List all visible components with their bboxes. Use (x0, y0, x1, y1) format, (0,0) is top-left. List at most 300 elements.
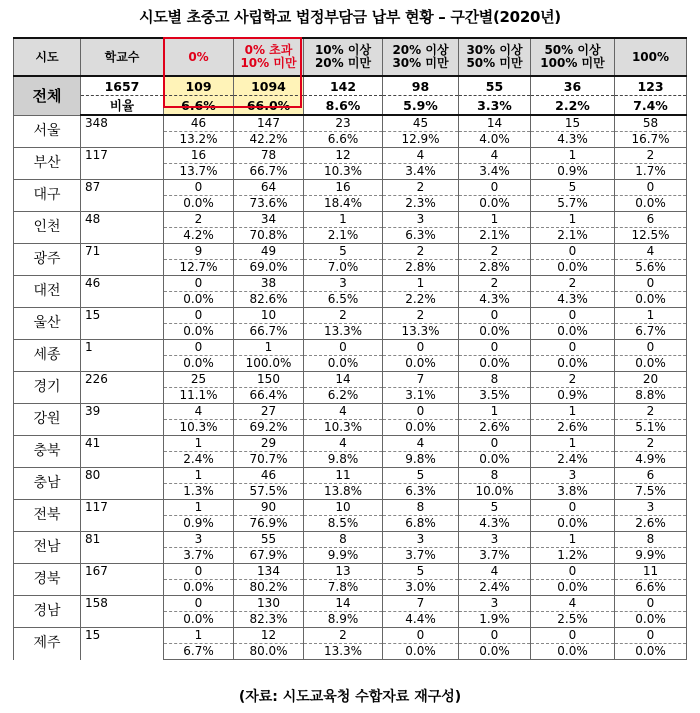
pct-cell: 0.0% (459, 644, 531, 660)
count-cell: 134 (234, 564, 304, 580)
pct-cell: 8.9% (304, 612, 383, 628)
pct-cell: 2.6% (459, 420, 531, 436)
count-cell: 1 (164, 468, 234, 484)
table-row (14, 308, 687, 324)
table-row (14, 180, 687, 196)
pct-cell: 11.1% (164, 388, 234, 404)
count-cell: 1 (615, 308, 687, 324)
header-0-10-line1: 0% 초과 (244, 43, 293, 57)
count-cell: 49 (234, 244, 304, 260)
pct-cell: 3.0% (383, 580, 459, 596)
table-row (14, 436, 687, 452)
pct-cell: 66.7% (234, 324, 304, 340)
count-cell: 2 (383, 244, 459, 260)
pct-cell: 2.8% (383, 260, 459, 276)
school-count: 1 (81, 340, 164, 372)
count-cell: 29 (234, 436, 304, 452)
region-name: 세종 (14, 340, 81, 372)
header-region: 시도 (14, 38, 81, 76)
page-title: 시도별 초중고 사립학교 법정부담금 납부 현황 – 구간별(2020년) (139, 8, 561, 26)
pct-cell: 0.0% (164, 324, 234, 340)
count-cell: 11 (615, 564, 687, 580)
region-name: 광주 (14, 244, 81, 276)
pct-cell: 12.5% (615, 228, 687, 244)
pct-cell: 0.9% (531, 164, 615, 180)
pct-cell: 3.1% (383, 388, 459, 404)
pct-cell: 6.2% (304, 388, 383, 404)
count-cell: 1 (234, 340, 304, 356)
count-cell: 10 (304, 500, 383, 516)
region-name: 대구 (14, 180, 81, 212)
count-cell: 8 (459, 468, 531, 484)
pct-cell: 0.0% (164, 356, 234, 372)
region-name: 충남 (14, 468, 81, 500)
table-row (14, 212, 687, 228)
count-cell: 0 (383, 628, 459, 644)
count-cell: 34 (234, 212, 304, 228)
count-cell: 3 (383, 212, 459, 228)
header-schools: 학교수 (81, 38, 164, 76)
pct-cell: 6.3% (383, 228, 459, 244)
count-cell: 3 (459, 532, 531, 548)
table-row (14, 276, 687, 292)
count-cell: 0 (615, 628, 687, 644)
count-cell: 7 (383, 372, 459, 388)
count-cell: 2 (383, 180, 459, 196)
count-cell: 4 (615, 244, 687, 260)
h2030a: 20% 이상 (392, 43, 449, 57)
count-cell: 27 (234, 404, 304, 420)
pct-cell: 0.0% (459, 356, 531, 372)
pct-cell: 4.3% (531, 132, 615, 148)
count-cell: 2 (615, 148, 687, 164)
count-cell: 64 (234, 180, 304, 196)
count-cell: 0 (164, 340, 234, 356)
count-cell: 4 (164, 404, 234, 420)
pct-cell: 13.2% (164, 132, 234, 148)
pct-cell: 2.8% (459, 260, 531, 276)
pct-cell: 0.0% (383, 644, 459, 660)
school-count: 87 (81, 180, 164, 212)
school-count: 81 (81, 532, 164, 564)
pct-cell: 0.0% (304, 356, 383, 372)
count-cell: 12 (234, 628, 304, 644)
count-cell: 2 (531, 372, 615, 388)
count-cell: 0 (615, 276, 687, 292)
h3050b: 50% 미만 (466, 56, 523, 70)
count-cell: 0 (531, 628, 615, 644)
count-cell: 2 (304, 308, 383, 324)
total-pct: 8.6% (304, 96, 383, 116)
school-count: 80 (81, 468, 164, 500)
count-cell: 0 (459, 436, 531, 452)
count-cell: 2 (459, 276, 531, 292)
header-10-20 (304, 38, 383, 76)
pct-cell: 1.2% (531, 548, 615, 564)
count-cell: 0 (531, 244, 615, 260)
total-pct: 2.2% (531, 96, 615, 116)
pct-cell: 3.7% (459, 548, 531, 564)
header-30-50 (459, 38, 531, 76)
count-cell: 1 (531, 212, 615, 228)
count-cell: 20 (615, 372, 687, 388)
pct-cell: 0.0% (459, 324, 531, 340)
pct-cell: 3.4% (459, 164, 531, 180)
count-cell: 4 (304, 404, 383, 420)
school-count: 348 (81, 115, 164, 148)
pct-cell: 13.8% (304, 484, 383, 500)
header-20-30 (383, 38, 459, 76)
count-cell: 2 (164, 212, 234, 228)
count-cell: 11 (304, 468, 383, 484)
pct-cell: 42.2% (234, 132, 304, 148)
pct-cell: 3.7% (164, 548, 234, 564)
pct-cell: 13.3% (304, 644, 383, 660)
total-pct-row (14, 96, 687, 116)
pct-cell: 0.0% (531, 260, 615, 276)
header-50-100 (531, 38, 615, 76)
pct-cell: 2.1% (459, 228, 531, 244)
pct-cell: 0.0% (164, 580, 234, 596)
count-cell: 8 (304, 532, 383, 548)
total-schools: 1657 (81, 76, 164, 96)
count-cell: 1 (459, 212, 531, 228)
pct-cell: 6.7% (615, 324, 687, 340)
pct-cell: 70.8% (234, 228, 304, 244)
pct-cell: 12.9% (383, 132, 459, 148)
count-cell: 3 (304, 276, 383, 292)
count-cell: 6 (615, 212, 687, 228)
region-name: 울산 (14, 308, 81, 340)
count-cell: 2 (531, 276, 615, 292)
pct-cell: 0.0% (615, 644, 687, 660)
school-count: 167 (81, 564, 164, 596)
pct-cell: 2.3% (383, 196, 459, 212)
pct-cell: 82.6% (234, 292, 304, 308)
count-cell: 38 (234, 276, 304, 292)
pct-cell: 2.1% (531, 228, 615, 244)
pct-cell: 76.9% (234, 516, 304, 532)
header-0-10-line2: 10% 미만 (240, 56, 297, 70)
school-count: 226 (81, 372, 164, 404)
count-cell: 12 (304, 148, 383, 164)
school-count: 15 (81, 628, 164, 660)
pct-cell: 2.6% (531, 420, 615, 436)
count-cell: 1 (304, 212, 383, 228)
pct-cell: 7.0% (304, 260, 383, 276)
count-cell: 3 (531, 468, 615, 484)
count-cell: 23 (304, 115, 383, 132)
count-cell: 1 (383, 276, 459, 292)
region-name: 경남 (14, 596, 81, 628)
count-cell: 55 (234, 532, 304, 548)
pct-cell: 1.7% (615, 164, 687, 180)
pct-cell: 7.8% (304, 580, 383, 596)
total-rate-label: 비율 (81, 96, 164, 116)
pct-cell: 0.0% (164, 612, 234, 628)
count-cell: 8 (383, 500, 459, 516)
pct-cell: 10.0% (459, 484, 531, 500)
count-cell: 5 (459, 500, 531, 516)
count-cell: 0 (459, 308, 531, 324)
pct-cell: 2.4% (459, 580, 531, 596)
count-cell: 0 (531, 340, 615, 356)
count-cell: 90 (234, 500, 304, 516)
total-pct: 6.6% (164, 96, 234, 116)
count-cell: 0 (531, 308, 615, 324)
count-cell: 2 (304, 628, 383, 644)
pct-cell: 8.8% (615, 388, 687, 404)
pct-cell: 9.8% (304, 452, 383, 468)
pct-cell: 18.4% (304, 196, 383, 212)
table-row (14, 468, 687, 484)
total-count: 142 (304, 76, 383, 96)
pct-cell: 0.0% (383, 356, 459, 372)
pct-cell: 2.1% (304, 228, 383, 244)
count-cell: 10 (234, 308, 304, 324)
region-name: 전남 (14, 532, 81, 564)
count-cell: 0 (304, 340, 383, 356)
pct-cell: 2.2% (383, 292, 459, 308)
h3050a: 30% 이상 (466, 43, 523, 57)
pct-cell: 66.7% (234, 164, 304, 180)
pct-cell: 0.0% (164, 292, 234, 308)
count-cell: 0 (459, 628, 531, 644)
total-pct: 66.0% (234, 96, 304, 116)
pct-cell: 0.9% (164, 516, 234, 532)
region-name: 전북 (14, 500, 81, 532)
count-cell: 4 (304, 436, 383, 452)
count-cell: 3 (383, 532, 459, 548)
count-cell: 9 (164, 244, 234, 260)
pct-cell: 0.0% (459, 452, 531, 468)
region-name: 강원 (14, 404, 81, 436)
pct-cell: 80.0% (234, 644, 304, 660)
total-pct: 7.4% (615, 96, 687, 116)
pct-cell: 9.9% (615, 548, 687, 564)
pct-cell: 13.3% (383, 324, 459, 340)
pct-cell: 0.0% (615, 196, 687, 212)
count-cell: 1 (164, 500, 234, 516)
school-count: 117 (81, 500, 164, 532)
pct-cell: 7.5% (615, 484, 687, 500)
pct-cell: 0.0% (615, 356, 687, 372)
count-cell: 8 (459, 372, 531, 388)
count-cell: 3 (164, 532, 234, 548)
count-cell: 0 (164, 308, 234, 324)
pct-cell: 4.3% (531, 292, 615, 308)
school-count: 71 (81, 244, 164, 276)
pct-cell: 3.8% (531, 484, 615, 500)
count-cell: 130 (234, 596, 304, 612)
pct-cell: 1.3% (164, 484, 234, 500)
pct-cell: 0.0% (383, 420, 459, 436)
pct-cell: 6.5% (304, 292, 383, 308)
count-cell: 5 (383, 468, 459, 484)
count-cell: 0 (164, 276, 234, 292)
pct-cell: 0.0% (531, 580, 615, 596)
count-cell: 14 (459, 115, 531, 132)
pct-cell: 9.8% (383, 452, 459, 468)
pct-cell: 8.5% (304, 516, 383, 532)
count-cell: 4 (459, 564, 531, 580)
pct-cell: 70.7% (234, 452, 304, 468)
region-name: 제주 (14, 628, 81, 660)
count-cell: 0 (615, 180, 687, 196)
count-cell: 0 (164, 596, 234, 612)
pct-cell: 16.7% (615, 132, 687, 148)
table-row (14, 244, 687, 260)
pct-cell: 0.0% (164, 196, 234, 212)
pct-cell: 4.3% (459, 516, 531, 532)
count-cell: 25 (164, 372, 234, 388)
pct-cell: 69.0% (234, 260, 304, 276)
pct-cell: 6.8% (383, 516, 459, 532)
pct-cell: 0.0% (615, 292, 687, 308)
count-cell: 1 (531, 532, 615, 548)
count-cell: 4 (383, 436, 459, 452)
region-name: 인천 (14, 212, 81, 244)
pct-cell: 80.2% (234, 580, 304, 596)
header-row (14, 38, 687, 76)
pct-cell: 4.2% (164, 228, 234, 244)
pct-cell: 1.9% (459, 612, 531, 628)
count-cell: 3 (615, 500, 687, 516)
region-name: 충북 (14, 436, 81, 468)
region-name: 경기 (14, 372, 81, 404)
pct-cell: 6.3% (383, 484, 459, 500)
pct-cell: 6.6% (615, 580, 687, 596)
count-cell: 4 (383, 148, 459, 164)
count-cell: 46 (234, 468, 304, 484)
count-cell: 0 (383, 404, 459, 420)
count-cell: 14 (304, 372, 383, 388)
h2030b: 30% 미만 (392, 56, 449, 70)
source-note: (자료: 시도교육청 수합자료 재구성) (238, 689, 462, 705)
h1020a: 10% 이상 (314, 43, 372, 57)
count-cell: 0 (383, 340, 459, 356)
pct-cell: 57.5% (234, 484, 304, 500)
pct-cell: 10.3% (304, 420, 383, 436)
total-count: 109 (164, 76, 234, 96)
h50100a: 50% 이상 (544, 43, 601, 57)
pct-cell: 6.6% (304, 132, 383, 148)
pct-cell: 4.9% (615, 452, 687, 468)
pct-cell: 10.3% (304, 164, 383, 180)
count-cell: 4 (459, 148, 531, 164)
pct-cell: 6.7% (164, 644, 234, 660)
total-label: 전체 (14, 76, 81, 115)
header-zero: 0% (164, 38, 234, 76)
pct-cell: 3.5% (459, 388, 531, 404)
pct-cell: 13.3% (304, 324, 383, 340)
count-cell: 0 (615, 596, 687, 612)
total-count: 98 (383, 76, 459, 96)
count-cell: 1 (531, 436, 615, 452)
table-row (14, 404, 687, 420)
school-count: 117 (81, 148, 164, 180)
count-cell: 2 (459, 244, 531, 260)
pct-cell: 13.7% (164, 164, 234, 180)
total-pct: 5.9% (383, 96, 459, 116)
region-name: 부산 (14, 148, 81, 180)
pct-cell: 2.6% (615, 516, 687, 532)
school-count: 158 (81, 596, 164, 628)
pct-cell: 5.6% (615, 260, 687, 276)
pct-cell: 0.0% (531, 516, 615, 532)
count-cell: 147 (234, 115, 304, 132)
school-count: 41 (81, 436, 164, 468)
pct-cell: 0.0% (531, 324, 615, 340)
region-name: 서울 (14, 115, 81, 148)
count-cell: 150 (234, 372, 304, 388)
total-count: 1094 (234, 76, 304, 96)
total-count: 123 (615, 76, 687, 96)
pct-cell: 67.9% (234, 548, 304, 564)
count-cell: 0 (531, 564, 615, 580)
pct-cell: 0.0% (615, 612, 687, 628)
pct-cell: 5.1% (615, 420, 687, 436)
h1020b: 20% 미만 (314, 56, 372, 70)
count-cell: 13 (304, 564, 383, 580)
pct-cell: 0.0% (531, 644, 615, 660)
h50100b: 100% 미만 (540, 56, 605, 70)
total-count-row (14, 76, 687, 96)
school-count: 39 (81, 404, 164, 436)
region-name: 경북 (14, 564, 81, 596)
table-row (14, 340, 687, 356)
pct-cell: 0.9% (531, 388, 615, 404)
pct-cell: 0.0% (459, 196, 531, 212)
school-count: 48 (81, 212, 164, 244)
pct-cell: 2.4% (164, 452, 234, 468)
pct-cell: 3.7% (383, 548, 459, 564)
table-row (14, 148, 687, 164)
count-cell: 46 (164, 115, 234, 132)
count-cell: 5 (304, 244, 383, 260)
count-cell: 0 (459, 340, 531, 356)
count-cell: 5 (531, 180, 615, 196)
count-cell: 0 (615, 340, 687, 356)
table-row (14, 372, 687, 388)
count-cell: 16 (164, 148, 234, 164)
count-cell: 0 (164, 180, 234, 196)
pct-cell: 0.0% (531, 356, 615, 372)
count-cell: 2 (615, 436, 687, 452)
pct-cell: 69.2% (234, 420, 304, 436)
count-cell: 1 (164, 628, 234, 644)
count-cell: 0 (459, 180, 531, 196)
count-cell: 45 (383, 115, 459, 132)
pct-cell: 9.9% (304, 548, 383, 564)
count-cell: 14 (304, 596, 383, 612)
pct-cell: 3.4% (383, 164, 459, 180)
count-cell: 1 (531, 404, 615, 420)
school-count: 15 (81, 308, 164, 340)
count-cell: 1 (459, 404, 531, 420)
header-100: 100% (615, 38, 687, 76)
count-cell: 2 (383, 308, 459, 324)
count-cell: 4 (531, 596, 615, 612)
total-pct: 3.3% (459, 96, 531, 116)
count-cell: 1 (531, 148, 615, 164)
count-cell: 2 (615, 404, 687, 420)
table-row (14, 596, 687, 612)
school-count: 46 (81, 276, 164, 308)
count-cell: 5 (383, 564, 459, 580)
total-count: 55 (459, 76, 531, 96)
pct-cell: 5.7% (531, 196, 615, 212)
